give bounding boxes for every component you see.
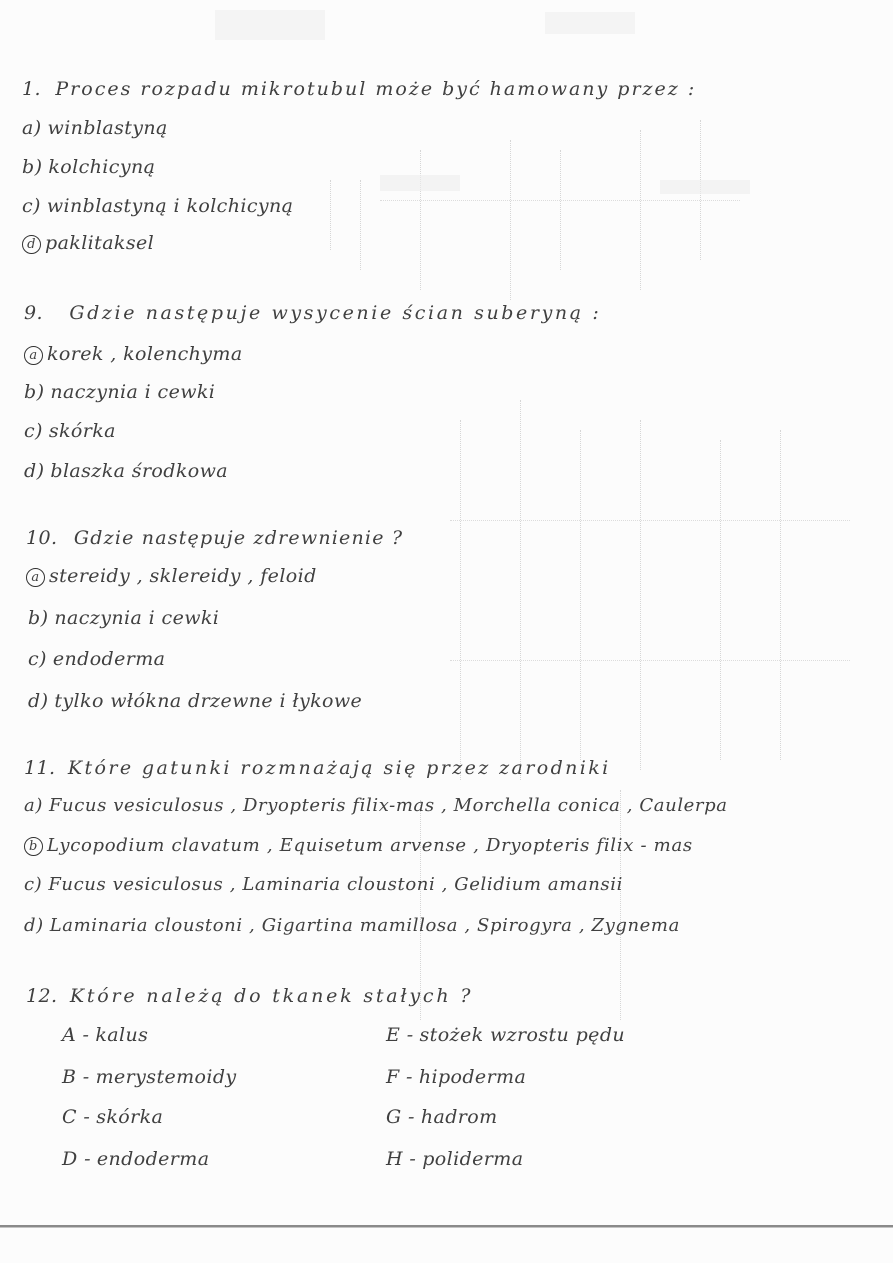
question-10-option-c bbox=[28, 648, 165, 670]
option-text: kolchicyną bbox=[48, 156, 156, 178]
question-12-item-c bbox=[62, 1106, 163, 1128]
option-text: merystemoidy bbox=[95, 1066, 237, 1088]
option-letter: d) bbox=[28, 690, 49, 712]
question-number: 11. bbox=[24, 757, 56, 779]
show-through-mark bbox=[360, 180, 361, 270]
option-text: skórka bbox=[96, 1106, 164, 1128]
show-through-mark bbox=[545, 12, 635, 34]
option-letter: c) bbox=[28, 648, 47, 670]
show-through-mark bbox=[450, 520, 850, 521]
question-number: 12. bbox=[26, 985, 58, 1007]
show-through-mark bbox=[560, 150, 561, 270]
question-12-item-g bbox=[386, 1106, 498, 1128]
option-text: hipoderma bbox=[418, 1066, 527, 1088]
option-letter: b) bbox=[28, 607, 49, 629]
option-text: hadrom bbox=[420, 1106, 498, 1128]
show-through-mark bbox=[640, 420, 641, 770]
question-1-option-c bbox=[22, 195, 293, 217]
option-text: winblastyną bbox=[47, 117, 168, 139]
question-12-item-h bbox=[386, 1148, 523, 1170]
show-through-mark bbox=[460, 420, 461, 780]
option-text: stożek wzrostu pędu bbox=[419, 1024, 626, 1046]
question-12-item-d bbox=[62, 1148, 209, 1170]
show-through-mark bbox=[380, 200, 740, 201]
question-text: Gdzie następuje wysycenie ścian suberyną : bbox=[69, 302, 602, 324]
option-letter: F - bbox=[386, 1066, 413, 1088]
option-letter: A - bbox=[62, 1024, 90, 1046]
circled-answer-mark: a bbox=[26, 568, 45, 587]
circled-answer-mark: d bbox=[22, 235, 41, 254]
question-11-option-c bbox=[24, 874, 623, 895]
option-text: skórka bbox=[48, 420, 116, 442]
option-text: blaszka środkowa bbox=[50, 460, 228, 482]
question-number: 9. bbox=[24, 302, 43, 324]
option-text: stereidy , sklereidy , feloid bbox=[49, 565, 317, 587]
question-12-item-a bbox=[62, 1024, 148, 1046]
option-letter: H - bbox=[386, 1148, 417, 1170]
question-12-item-e bbox=[386, 1024, 625, 1046]
option-text: naczynia i cewki bbox=[54, 607, 220, 629]
option-letter: E - bbox=[386, 1024, 414, 1046]
option-letter: D - bbox=[62, 1148, 91, 1170]
option-letter: B - bbox=[62, 1066, 90, 1088]
option-letter: C - bbox=[62, 1106, 91, 1128]
option-letter: b) bbox=[22, 156, 43, 178]
question-1-option-b bbox=[22, 156, 155, 178]
show-through-mark bbox=[720, 440, 721, 760]
show-through-mark bbox=[780, 430, 781, 760]
option-text: korek , kolenchyma bbox=[47, 343, 243, 365]
question-text: Które gatunki rozmnażają się przez zarodniki bbox=[67, 757, 611, 779]
show-through-mark bbox=[420, 150, 421, 290]
option-text: Fucus vesiculosus , Dryopteris filix-mas , Morchella conica , Caulerpa bbox=[48, 795, 728, 816]
question-12-prompt bbox=[26, 985, 473, 1007]
question-9-prompt bbox=[24, 302, 601, 324]
question-11-option-b bbox=[24, 835, 693, 856]
option-text: endoderma bbox=[96, 1148, 210, 1170]
show-through-mark bbox=[510, 140, 511, 300]
question-number: 1. bbox=[22, 78, 41, 100]
show-through-mark bbox=[620, 790, 621, 1020]
option-letter: d) bbox=[24, 915, 44, 936]
question-10-prompt bbox=[26, 527, 403, 549]
option-letter: d) bbox=[24, 460, 45, 482]
question-1-option-a bbox=[22, 117, 168, 139]
circled-answer-mark: a bbox=[24, 346, 43, 365]
question-text: Które należą do tkanek stałych ? bbox=[69, 985, 474, 1007]
question-11-option-d bbox=[24, 915, 680, 936]
question-9-option-d bbox=[24, 460, 228, 482]
option-letter: c) bbox=[22, 195, 41, 217]
show-through-mark bbox=[580, 430, 581, 760]
scanner-edge-line bbox=[0, 1227, 893, 1228]
show-through-mark bbox=[450, 660, 850, 661]
question-1-prompt bbox=[22, 78, 696, 100]
question-10-option-b bbox=[28, 607, 219, 629]
circled-answer-mark: b bbox=[24, 837, 43, 856]
question-text: Proces rozpadu mikrotubul może być hamowany przez : bbox=[55, 78, 697, 100]
option-text: kalus bbox=[95, 1024, 149, 1046]
question-9-option-c bbox=[24, 420, 116, 442]
option-text: paklitaksel bbox=[45, 232, 155, 254]
show-through-mark bbox=[330, 180, 331, 250]
option-text: Lycopodium clavatum , Equisetum arvense , Dryopteris filix - mas bbox=[47, 835, 693, 856]
option-letter: a) bbox=[22, 117, 42, 139]
question-number: 10. bbox=[26, 527, 58, 549]
question-10-option-d bbox=[28, 690, 362, 712]
option-text: Fucus vesiculosus , Laminaria cloustoni , Gelidium amansii bbox=[48, 874, 623, 895]
question-9-option-b bbox=[24, 381, 215, 403]
show-through-mark bbox=[520, 400, 521, 780]
question-9-option-a bbox=[24, 343, 243, 365]
question-1-option-d bbox=[22, 232, 154, 254]
option-text: tylko włókna drzewne i łykowe bbox=[54, 690, 363, 712]
option-text: winblastyną i kolchicyną bbox=[46, 195, 294, 217]
option-text: naczynia i cewki bbox=[50, 381, 216, 403]
question-11-prompt bbox=[24, 757, 611, 779]
option-letter: G - bbox=[386, 1106, 415, 1128]
option-letter: b) bbox=[24, 381, 45, 403]
question-10-option-a bbox=[26, 565, 317, 587]
option-letter: c) bbox=[24, 874, 43, 895]
show-through-mark bbox=[660, 180, 750, 194]
question-11-option-a bbox=[24, 795, 728, 816]
option-text: endoderma bbox=[52, 648, 166, 670]
question-12-item-f bbox=[386, 1066, 526, 1088]
option-letter: c) bbox=[24, 420, 43, 442]
show-through-mark bbox=[380, 175, 460, 191]
option-letter: a) bbox=[24, 795, 43, 816]
question-12-item-b bbox=[62, 1066, 237, 1088]
option-text: poliderma bbox=[422, 1148, 524, 1170]
question-text: Gdzie następuje zdrewnienie ? bbox=[73, 527, 404, 549]
show-through-mark bbox=[215, 10, 325, 40]
option-text: Laminaria cloustoni , Gigartina mamillosa , Spirogyra , Zygnema bbox=[49, 915, 680, 936]
show-through-mark bbox=[640, 130, 641, 290]
